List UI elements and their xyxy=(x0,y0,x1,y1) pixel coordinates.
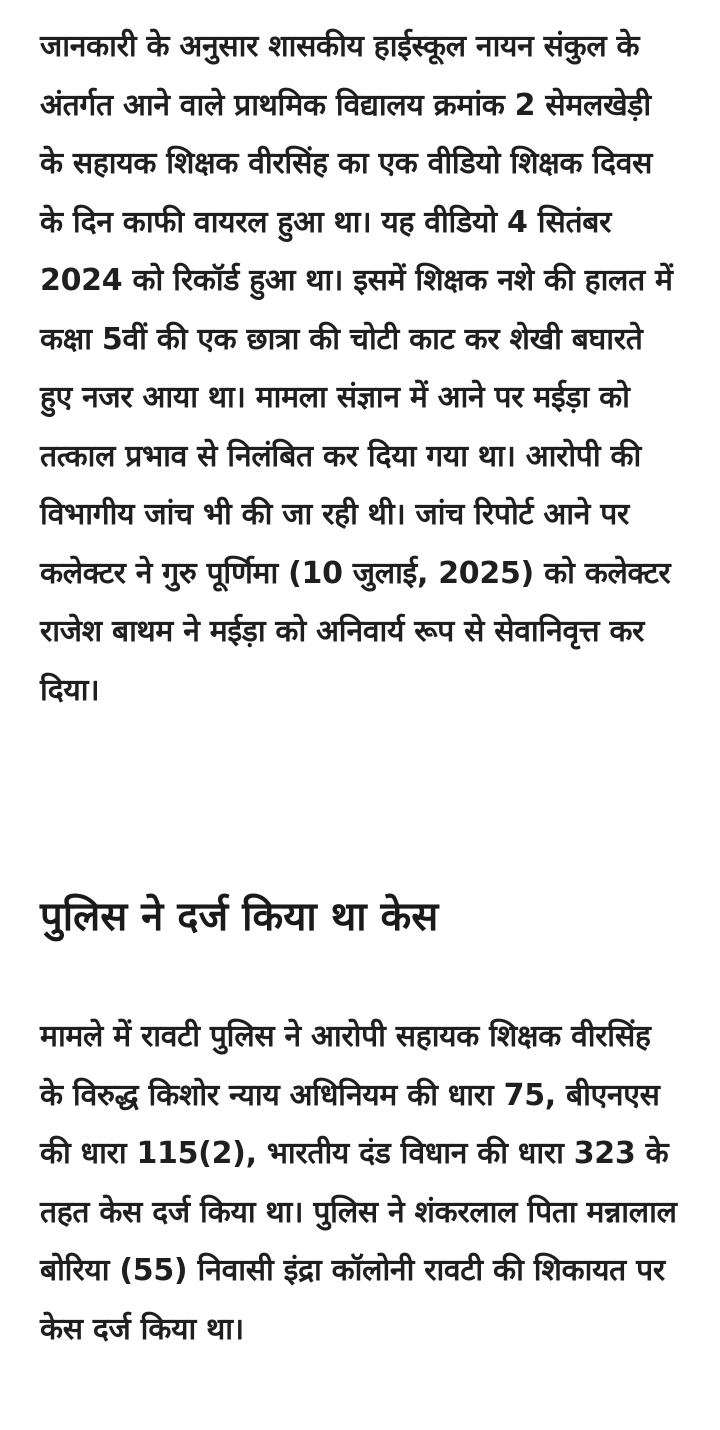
article-body xyxy=(40,18,680,1347)
section-heading: पुलिस ने दर्ज किया था केस xyxy=(40,894,439,940)
article-paragraph: जानकारी के अनुसार शासकीय हाईस्कूल नायन संकुल के अंतर्गत आने वाले प्राथमिक विद्यालय क्रमांक 2 सेमलखेड़ी के सहायक शिक्षक वीरसिंह का एक वीडियो शिक्षक दिवस के दिन काफी वायरल हुआ था। यह वीडियो 4 सितंबर 2024 को रिकॉर्ड हुआ था। इसमें शिक्षक नशे की हालत में कक्षा 5वीं की एक छात्रा की चोटी काट कर शेखी बघारते हुए नजर आया था। मामला संज्ञान में आने पर मईड़ा को तत्काल प्रभाव से निलंबित कर दिया गया था। आरोपी की विभागीय जांच भी की जा रही थी। जांच रिपोर्ट आने पर कलेक्टर ने गुरु पूर्णिमा (10 जुलाई, 2025) को कलेक्टर राजेश बाथम ने मईड़ा को अनिवार्य रूप से सेवानिवृत्त कर दिया। xyxy=(40,29,673,708)
article-paragraph: मामले में रावटी पुलिस ने आरोपी सहायक शिक्षक वीरसिंह के विरुद्ध किशोर न्याय अधिनियम की धारा 75, बीएनएस की धारा 115(2), भारतीय दंड विधान की धारा 323 के तहत केस दर्ज किया था। पुलिस ने शंकरलाल पिता मन्नालाल बोरिया (55) निवासी इंद्रा कॉलोनी रावटी की शिकायत पर केस दर्ज किया था। xyxy=(40,1019,677,1347)
